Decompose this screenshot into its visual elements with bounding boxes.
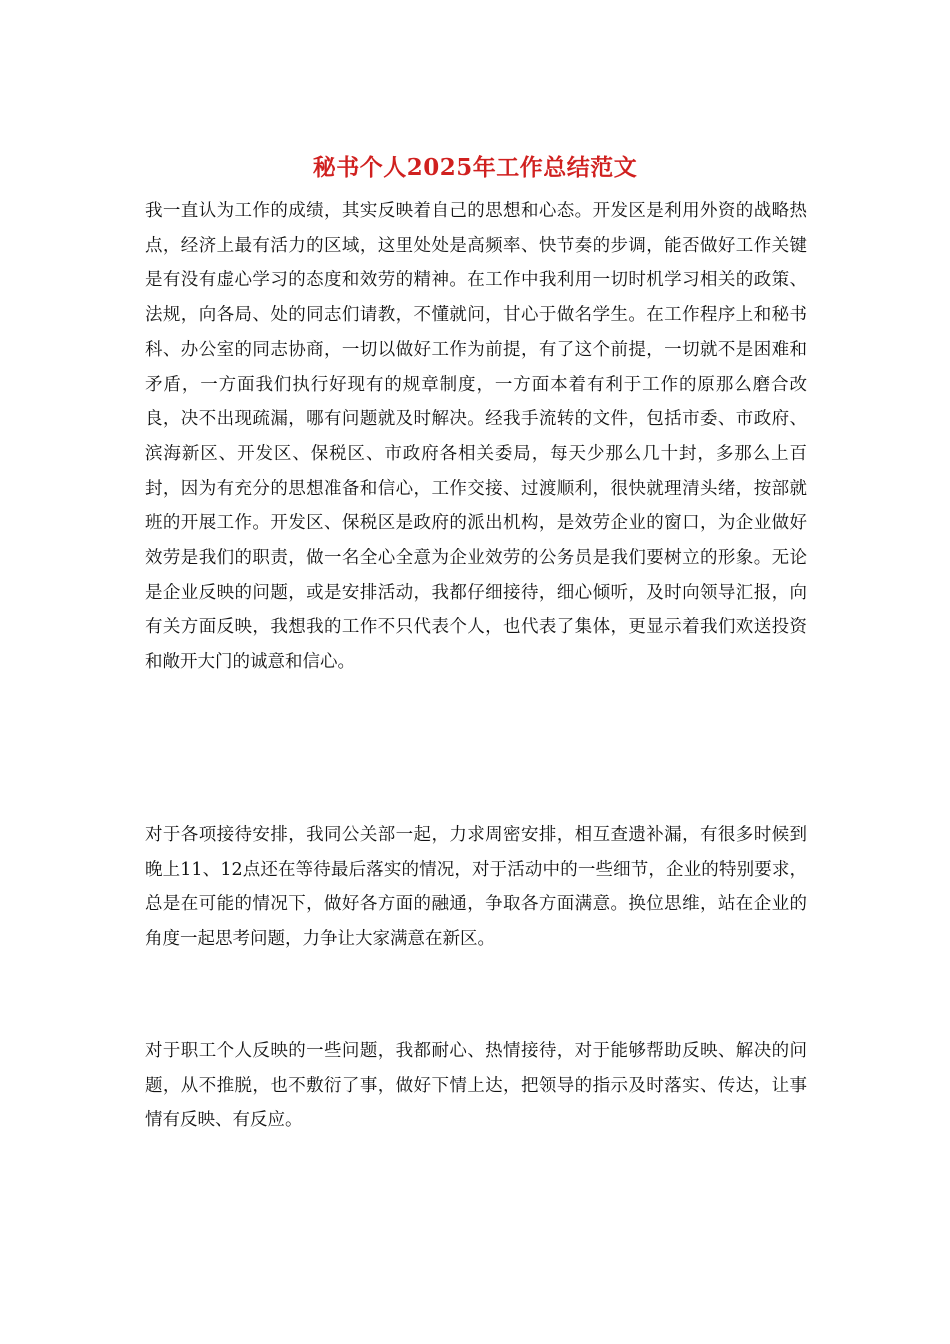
document-title: 秘书个人2025年工作总结范文 <box>312 154 638 181</box>
paragraph-2: 对于各项接待安排，我同公关部一起，力求周密安排，相互查遗补漏，有很多时候到晚上11、12点还在等待最后落实的情况，对于活动中的一些细节，企业的特别要求，总是在可能的情况下，做好各方面的融通，争取各方面满意。换位思维，站在企业的角度一起思考问题，力争让大家满意在新区。 <box>145 825 807 950</box>
paragraph-3: 对于职工个人反映的一些问题，我都耐心、热情接待，对于能够帮助反映、解决的问题，从不推脱，也不敷衍了事，做好下情上达，把领导的指示及时落实、传达，让事情有反映、有反应。 <box>145 1041 807 1131</box>
paragraph-1: 我一直认为工作的成绩，其实反映着自己的思想和心态。开发区是利用外资的战略热点，经济上最有活力的区域，这里处处是高频率、快节奏的步调，能否做好工作关键是有没有虚心学习的态度和效劳的精神。在工作中我利用一切时机学习相关的政策、法规，向各局、处的同志们请教，不懂就问，甘心于做名学生。在工作程序上和秘书科、办公室的同志协商，一切以做好工作为前提，有了这个前提，一切就不是困难和矛盾，一方面我们执行好现有的规章制度，一方面本着有利于工作的原那么磨合改良，决不出现疏漏，哪有问题就及时解决。经我手流转的文件，包括市委、市政府、滨海新区、开发区、保税区、市政府各相关委局，每天少那么几十封，多那么上百封，因为有充分的思想准备和信心，工作交接、过渡顺利，很快就理清头绪，按部就班的开展工作。开发区、保税区是政府的派出机构，是效劳企业的窗口，为企业做好效劳是我们的职责，做一名全心全意为企业效劳的公务员是我们要树立的形象。无论是企业反映的问题，或是安排活动，我都仔细接待，细心倾听，及时向领导汇报，向有关方面反映，我想我的工作不只代表个人，也代表了集体，更显示着我们欢送投资和敞开大门的诚意和信心。 <box>145 201 807 673</box>
